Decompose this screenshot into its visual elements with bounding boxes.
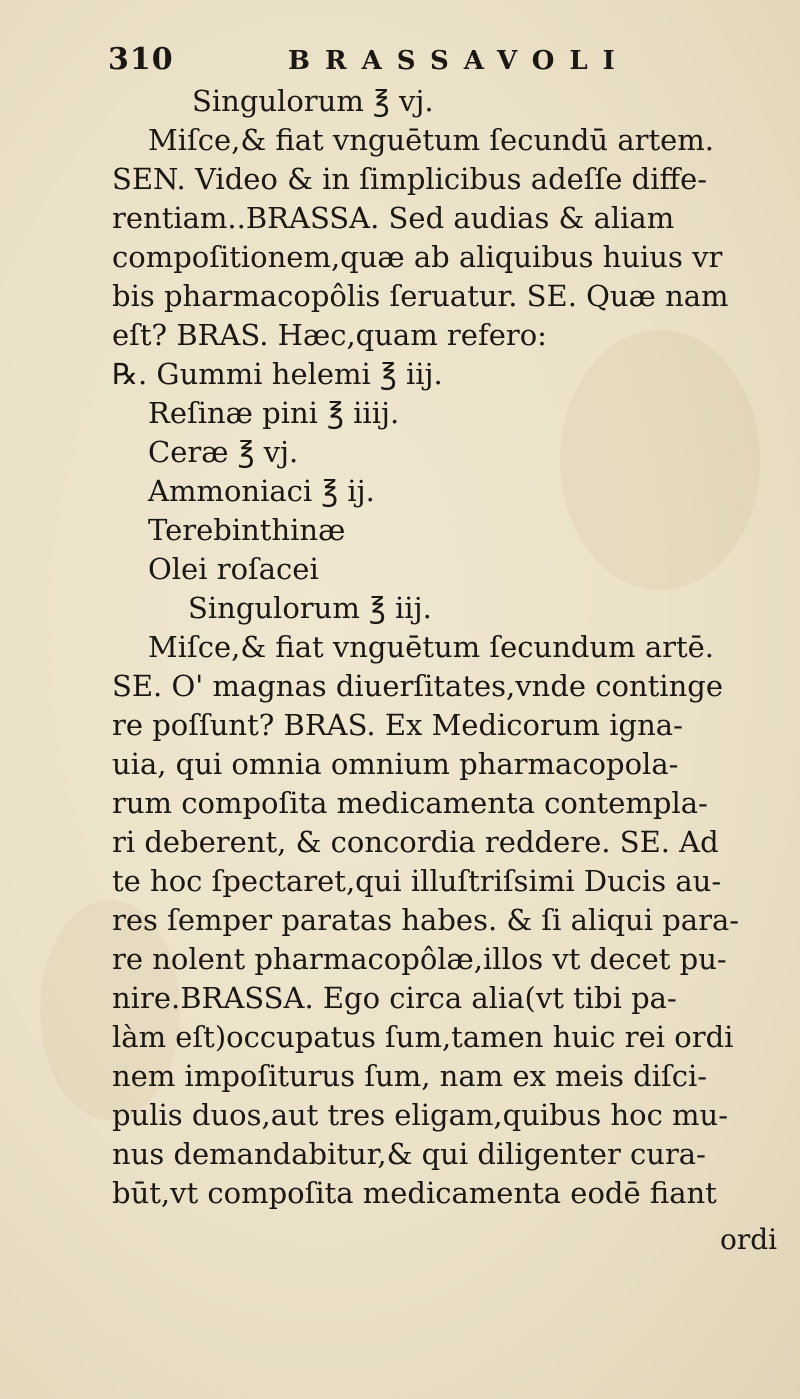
- text-line: bis pharmacopôlis ſeruatur. SE. Quæ nam: [112, 279, 729, 313]
- page-number: 310: [108, 42, 174, 77]
- text-line: Singulorum ℥ vj.: [192, 84, 434, 118]
- text-line: compoſitionem,quæ ab aliquibus huius vr: [112, 240, 723, 274]
- text-line: Miſce,& fiat vnguētum ſecundū artem.: [148, 123, 715, 157]
- recipe-line: Olei roſacei: [148, 552, 319, 586]
- text-line: SEN. Video & in ſimplicibus adeſſe diffe-: [112, 162, 708, 196]
- text-line: re nolent pharmacopôlæ,illos vt decet pu-: [112, 942, 727, 976]
- text-line: làm eſt)occupatus ſum,tamen huic rei ordi: [112, 1020, 734, 1054]
- running-head: BRASSAVOLI: [288, 46, 630, 76]
- text-line: rentiam..BRASSA. Sed audias & aliam: [112, 201, 675, 235]
- text-line: nire.BRASSA. Ego circa alia(vt tibi pa-: [112, 981, 677, 1015]
- text-line: res ſemper paratas habes. & ſi aliqui para-: [112, 903, 740, 937]
- recipe-line: Singulorum ℥ iij.: [188, 591, 432, 625]
- text-line: Miſce,& fiat vnguētum ſecundum artē.: [148, 630, 715, 664]
- text-line: pulis duos,aut tres eligam,quibus hoc mu-: [112, 1098, 729, 1132]
- recipe-line: Ceræ ℥ vj.: [148, 435, 299, 469]
- text-line: eſt? BRAS. Hæc,quam refero:: [112, 318, 547, 352]
- recipe-line: Ammoniaci ℥ ij.: [148, 474, 375, 508]
- text-line: nem impoſiturus ſum, nam ex meis diſci-: [112, 1059, 708, 1093]
- text-line: būt,vt compoſita medicamenta eodē fiant: [112, 1176, 717, 1210]
- text-line: te hoc ſpectaret,qui illuſtriſsimi Ducis au-: [112, 864, 722, 898]
- recipe-line: Reſinæ pini ℥ iiij.: [148, 396, 400, 430]
- text-line: uia, qui omnia omnium pharmacopola-: [112, 747, 679, 781]
- catchword: ordi: [720, 1223, 778, 1256]
- body-text: [112, 82, 792, 1213]
- recipe-line: ℞. Gummi helemi ℥ iij.: [112, 357, 443, 391]
- text-line: re poſſunt? BRAS. Ex Medicorum igna-: [112, 708, 683, 742]
- text-line: ri deberent, & concordia reddere. SE. Ad: [112, 825, 719, 859]
- text-line: nus demandabitur,& qui diligenter cura-: [112, 1137, 706, 1171]
- recipe-line: Terebinthinæ: [148, 513, 346, 547]
- text-line: SE. O' magnas diuerſitates,vnde continge: [112, 669, 723, 703]
- text-line: rum compoſita medicamenta contempla-: [112, 786, 708, 820]
